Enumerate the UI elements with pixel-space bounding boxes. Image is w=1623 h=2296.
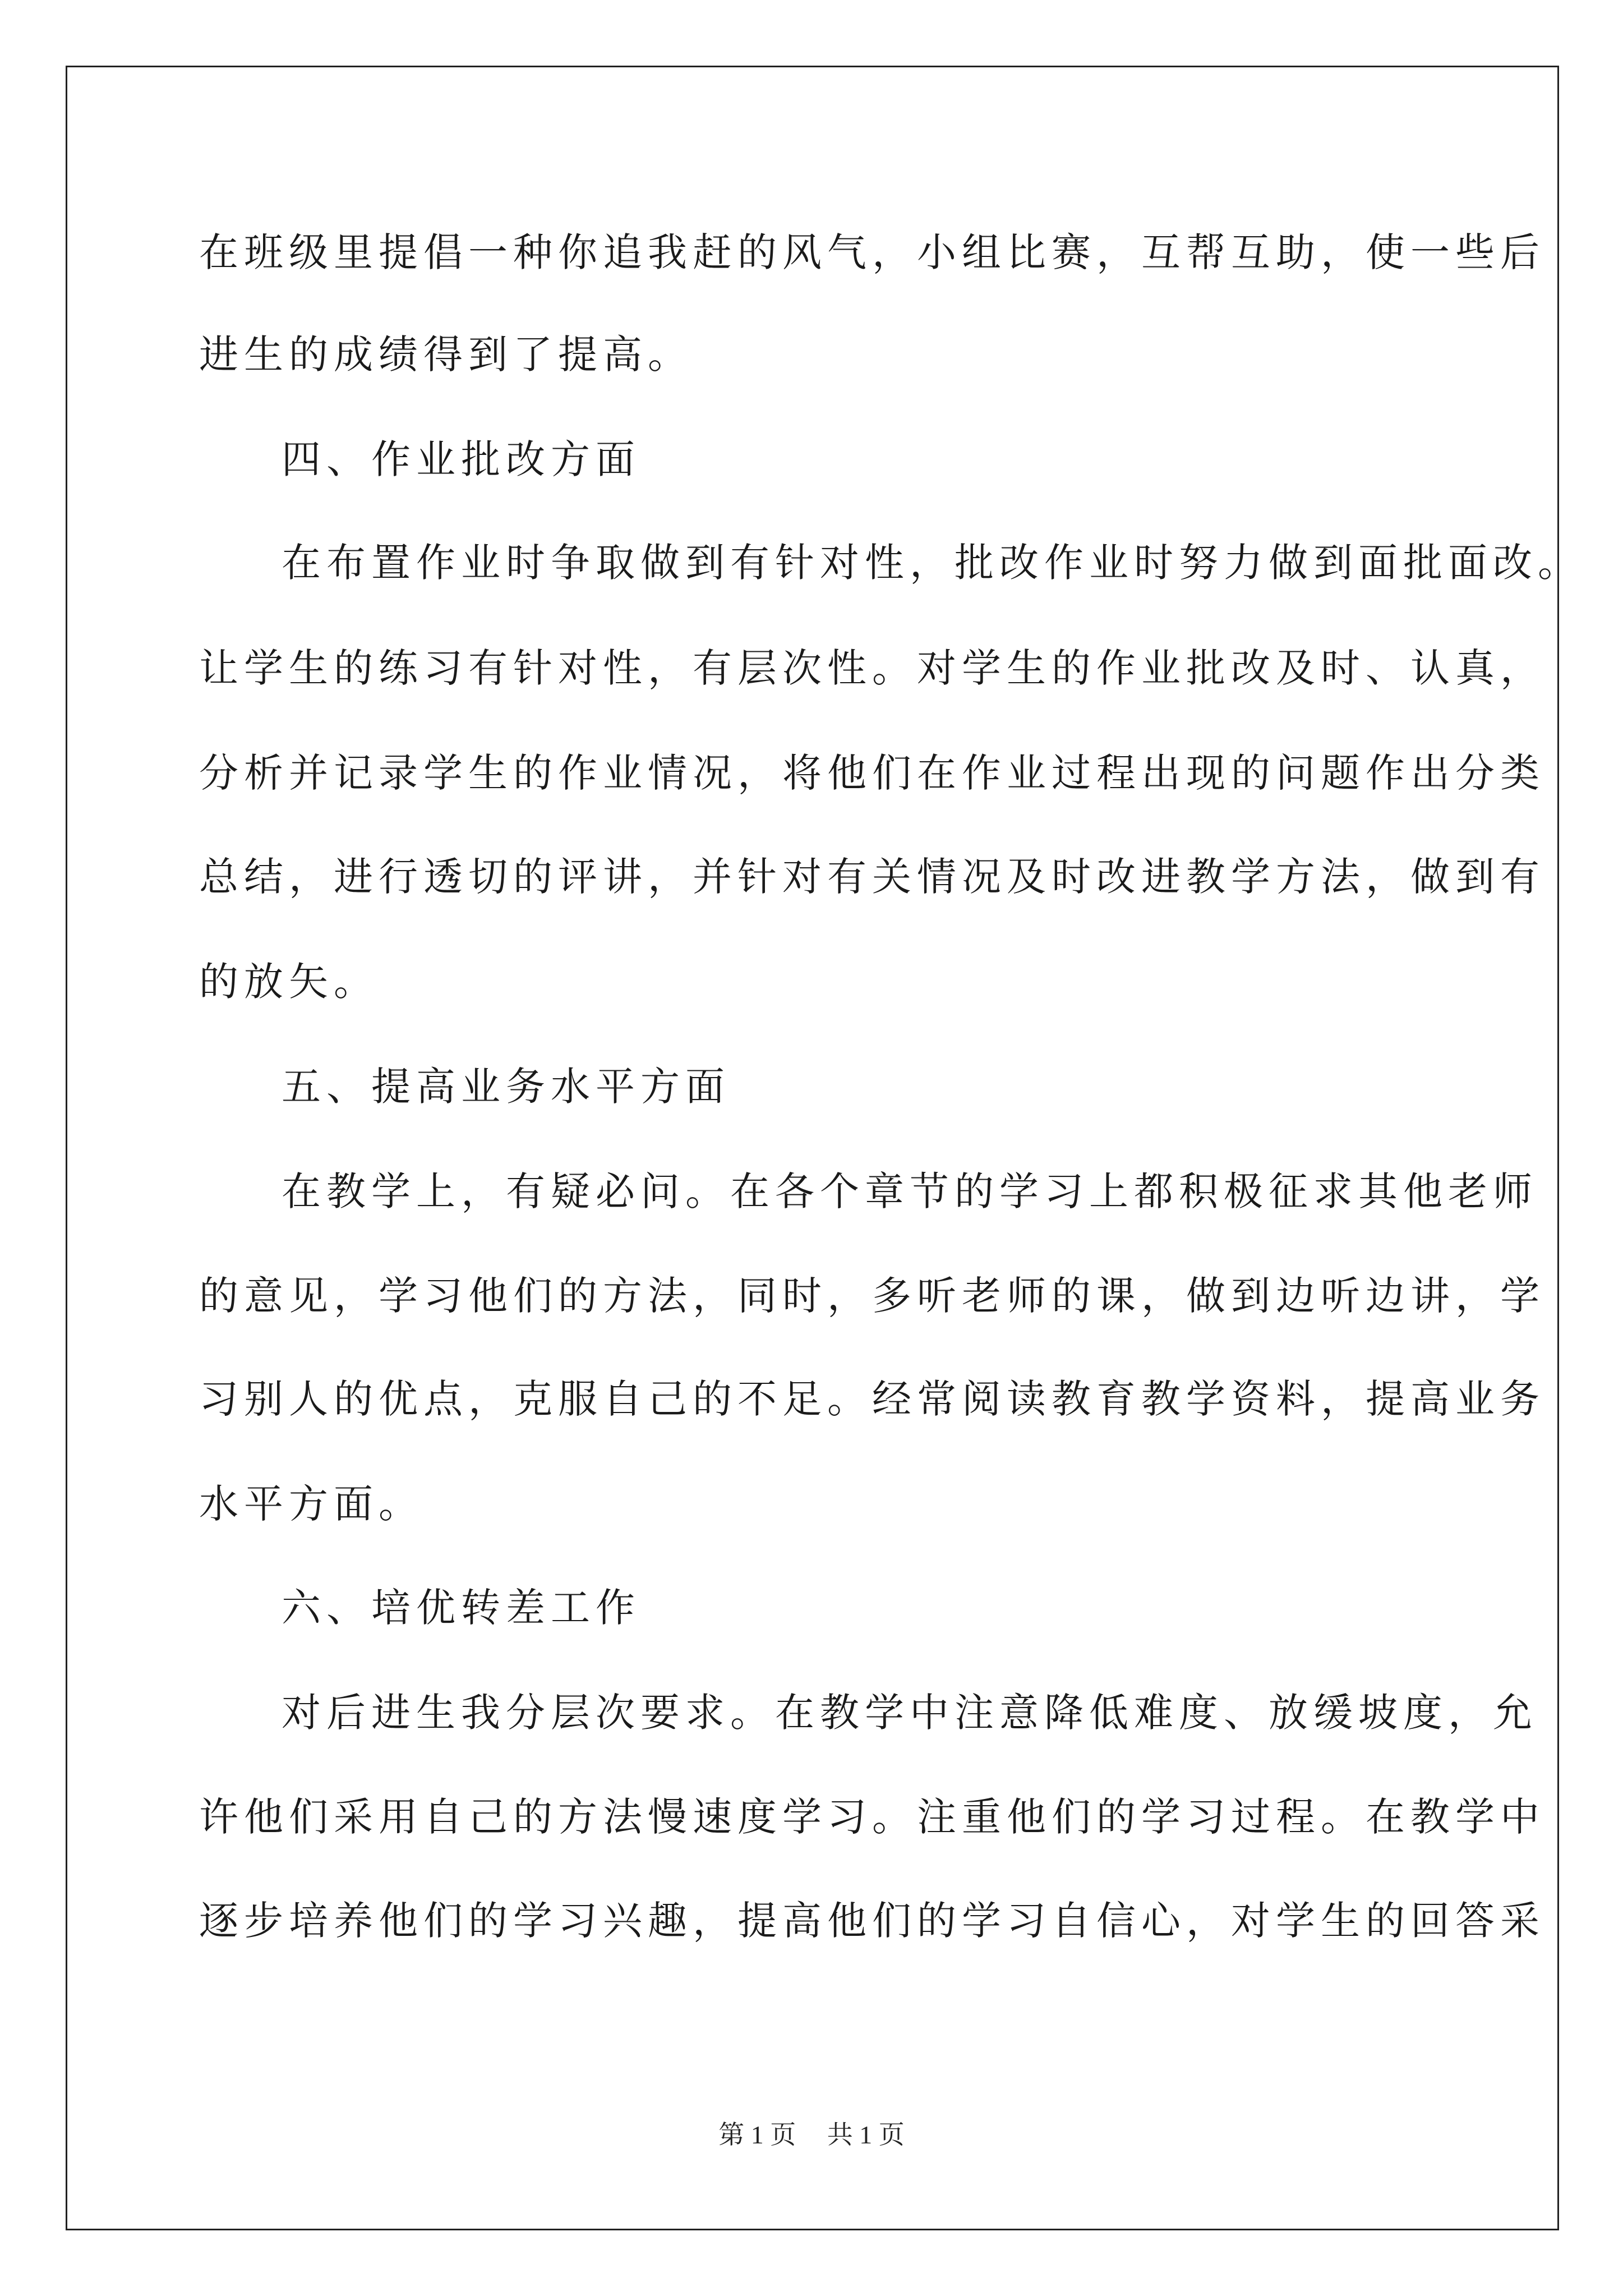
body-line: 许他们采用自己的方法慢速度学习。注重他们的学习过程。在教学中: [199, 1794, 1545, 1840]
page-total: 共 1 页: [827, 2120, 905, 2149]
body-line: 对后进生我分层次要求。在教学中注意降低难度、放缓坡度，允: [282, 1690, 1538, 1736]
body-line: 分析并记录学生的作业情况，将他们在作业过程出现的问题作出分类: [199, 750, 1545, 796]
section-heading: 四、作业批改方面: [282, 436, 640, 482]
body-line: 让学生的练习有针对性，有层次性。对学生的作业批改及时、认真，: [199, 645, 1545, 691]
body-line: 逐步培养他们的学习兴趣，提高他们的学习自信心，对学生的回答采: [199, 1898, 1545, 1944]
body-line: 在教学上，有疑必问。在各个章节的学习上都积极征求其他老师: [282, 1168, 1538, 1214]
body-line: 进生的成绩得到了提高。: [199, 332, 693, 378]
body-line: 在班级里提倡一种你追我赶的风气，小组比赛，互帮互助，使一些后: [199, 229, 1545, 275]
body-line: 水平方面。: [199, 1481, 423, 1527]
section-heading: 六、培优转差工作: [282, 1585, 640, 1631]
body-line: 在布置作业时争取做到有针对性，批改作业时努力做到面批面改。: [282, 540, 1583, 586]
page-number: 第 1 页: [718, 2120, 796, 2149]
body-line: 总结，进行透切的评讲，并针对有关情况及时改进教学方法，做到有: [199, 854, 1545, 900]
section-heading: 五、提高业务水平方面: [282, 1064, 730, 1110]
body-line: 的放矢。: [199, 959, 379, 1005]
body-line: 的意见，学习他们的方法，同时，多听老师的课，做到边听边讲，学: [199, 1273, 1545, 1319]
page-footer: [0, 2118, 1623, 2152]
body-line: 习别人的优点，克服自己的不足。经常阅读教育教学资料，提高业务: [199, 1376, 1545, 1422]
